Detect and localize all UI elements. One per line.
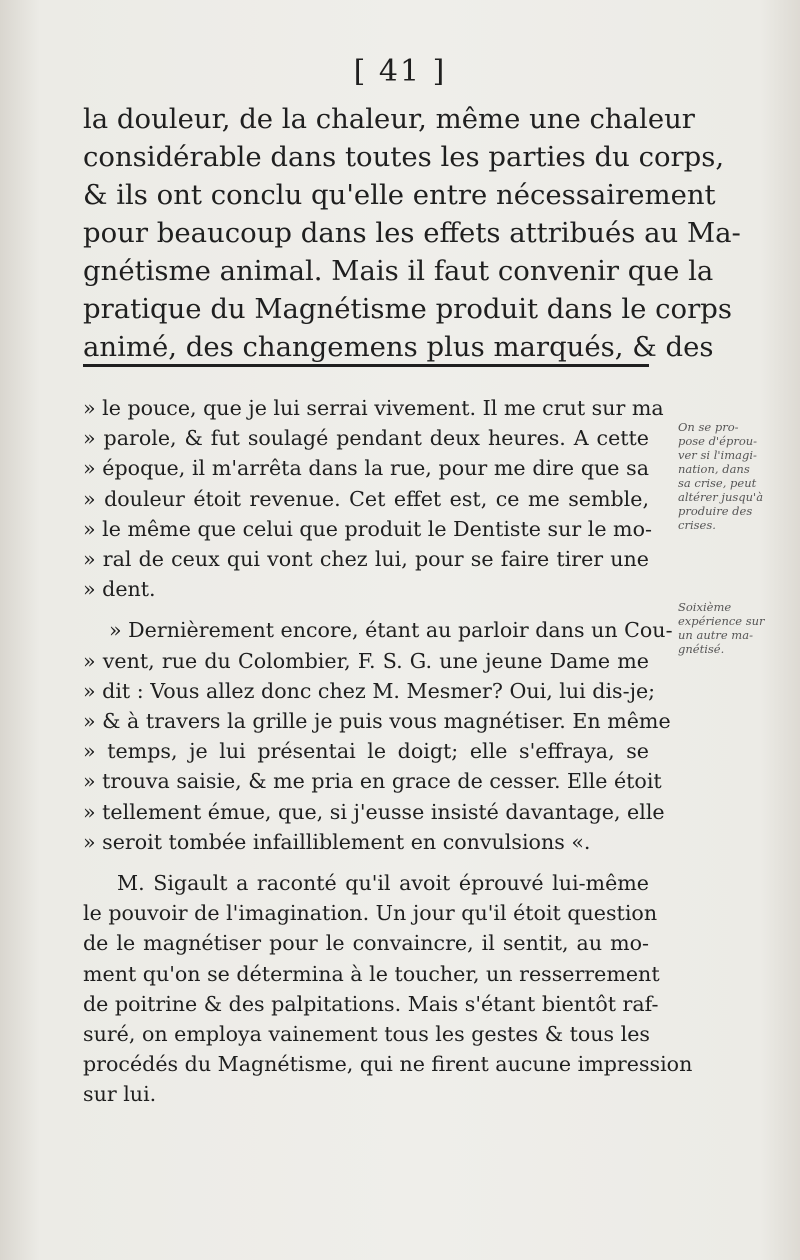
note-line: » vent, rue du Colombier, F. S. G. une jeune Dame me	[83, 648, 649, 673]
margin-note-line: nation, dans	[678, 462, 750, 476]
note-line: » trouva saisie, & me pria en grace de cesser. Elle étoit	[83, 769, 662, 794]
note-line: » le pouce, que je lui serrai vivement. Il me crut sur ma	[83, 396, 664, 420]
note-line: » parole, & fut soulagé pendant deux heures. A cette	[83, 426, 649, 451]
margin-note-line: expérience sur	[678, 614, 765, 628]
text-line: considérable dans toutes les parties du corps,	[83, 141, 725, 173]
text-line: pour beaucoup dans les effets attribués au Ma-	[83, 217, 741, 249]
margin-note	[678, 600, 793, 656]
margin-note-line: gnétisé.	[678, 642, 725, 656]
note-line: » seroit tombée infailliblement en convulsions «.	[83, 829, 591, 854]
page-number-header: [ 41 ]	[353, 54, 447, 89]
margin-note-line: crises.	[678, 518, 716, 532]
margin-note-line: Soixième	[678, 600, 732, 614]
note-line: » dent.	[83, 577, 156, 602]
margin-note-line: un autre ma-	[678, 628, 753, 642]
note-line: » Dernièrement encore, étant au parloir dans un Cou-	[109, 618, 673, 643]
note-line: le pouvoir de l'imagination. Un jour qu'il étoit question	[83, 901, 658, 926]
margin-note-line: On se pro-	[678, 420, 739, 434]
note-line: sur lui.	[83, 1082, 157, 1107]
text-line: pratique du Magnétisme produit dans le corps	[83, 293, 732, 325]
margin-note-line: produire des	[678, 504, 753, 518]
footnote-text-block	[83, 393, 693, 1110]
note-line: suré, on employa vainement tous les gestes & tous les	[83, 1022, 650, 1047]
text-line: gnétisme animal. Mais il faut convenir que la	[83, 255, 714, 287]
note-line: » tellement émue, que, si j'eusse insisté davantage, elle	[83, 799, 665, 824]
note-line: » douleur étoit revenue. Cet effet est, ce me semble,	[83, 486, 649, 511]
note-line: » dit : Vous allez donc chez M. Mesmer? Oui, lui dis-je;	[83, 678, 656, 703]
main-text-block	[83, 100, 741, 366]
note-line: » époque, il m'arrêta dans la rue, pour me dire que sa	[83, 456, 649, 481]
footnote-divider	[83, 364, 649, 367]
note-line: de poitrine & des palpitations. Mais s'étant bientôt raf-	[83, 991, 659, 1016]
text-line: la douleur, de la chaleur, même une chaleur	[83, 103, 695, 135]
margin-note-line: altérer jusqu'à	[678, 490, 764, 504]
text-line: animé, des changemens plus marqués, & des	[83, 331, 714, 363]
note-line: » & à travers la grille je puis vous magnétiser. En même	[83, 709, 671, 734]
note-line: procédés du Magnétisme, qui ne firent aucune impression	[83, 1052, 693, 1077]
note-line: M. Sigault a raconté qu'il avoit éprouvé lui-même	[117, 871, 649, 896]
note-line: ment qu'on se détermina à le toucher, un resserrement	[83, 961, 660, 986]
margin-note-line: ver si l'imagi-	[678, 448, 757, 462]
margin-note-line: pose d'éprou-	[678, 434, 758, 448]
note-line: » le même que celui que produit le Dentiste sur le mo-	[83, 516, 652, 541]
note-line: » ral de ceux qui vont chez lui, pour se faire tirer une	[83, 547, 649, 572]
note-line: de le magnétiser pour le convaincre, il sentit, au mo-	[83, 931, 649, 956]
margin-note-line: sa crise, peut	[678, 476, 757, 490]
text-line: & ils ont conclu qu'elle entre nécessairement	[83, 179, 716, 211]
note-line: » temps, je lui présentai le doigt; elle s'effraya, se	[83, 739, 649, 764]
margin-note	[678, 420, 793, 532]
